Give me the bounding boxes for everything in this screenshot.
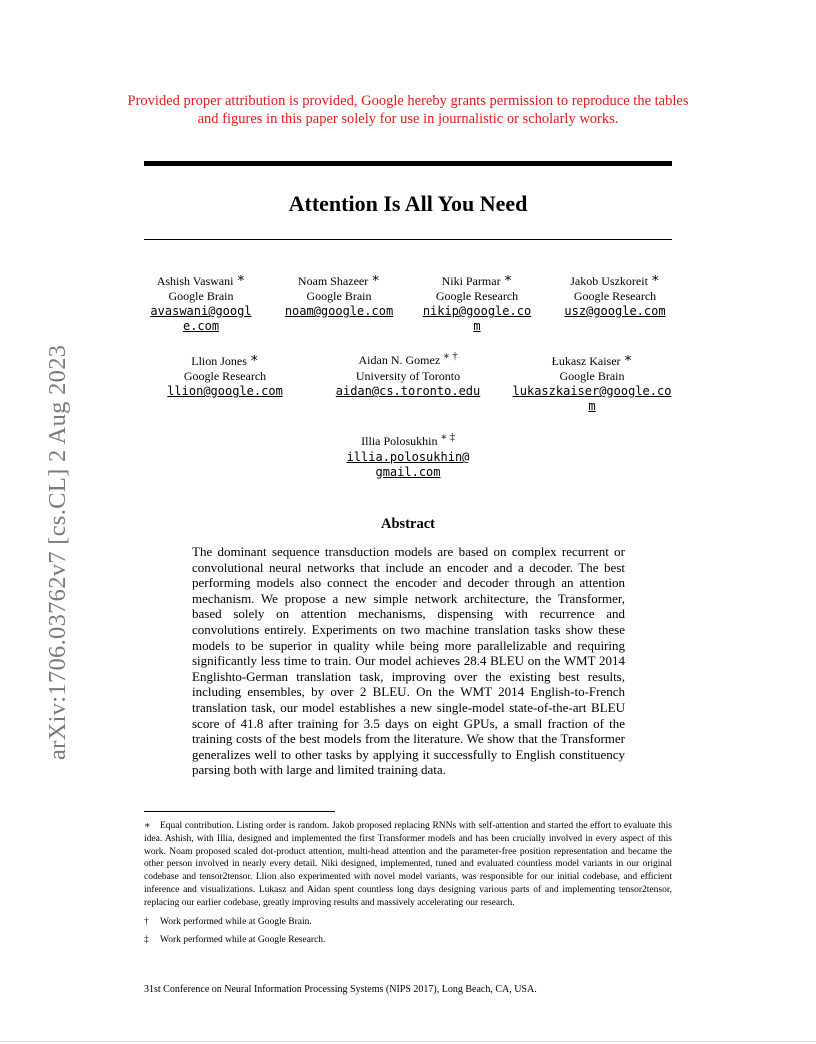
author-email-link[interactable]: illia.polosukhin@gmail.com — [346, 450, 470, 479]
author-block — [278, 270, 400, 319]
page-bottom-edge — [0, 1041, 816, 1042]
arxiv-side-label: arXiv:1706.03762v7 [cs.CL] 2 Aug 2023 — [44, 344, 71, 760]
author-mark: ∗ — [236, 270, 246, 285]
author-affiliation: Google Brain — [306, 289, 372, 303]
author-email-link[interactable]: aidan@cs.toronto.edu — [335, 384, 481, 398]
author-name: Niki Parmar — [441, 274, 501, 288]
author-name: Aidan N. Gomez — [358, 353, 441, 367]
author-name: Jakob Uszkoreit — [570, 274, 648, 288]
paper-title: Attention Is All You Need — [288, 191, 528, 216]
author-block — [144, 270, 258, 333]
author-name: Noam Shazeer — [297, 274, 369, 288]
footnote-text: Work performed while at Google Brain. — [160, 916, 312, 927]
abstract-text: The dominant sequence transduction models are based on complex recurrent or convolutional neural networks that include an encoder and a decoder. The best performing models also connect the encoder and decoder through an attention mechanism. We propose a new simple network architecture, the Transformer, based solely on attention mechanisms, dispensing with recurrence and convolutions entirely. Experiments on two machine translation tasks show these models to be superior in quality while being more parallelizable and requiring significantly less time to train. Our model achieves 28.4 BLEU on the WMT 2014 Englishto-German translation task, improving over the existing best results, including ensembles, by over 2 BLEU. On the WMT 2014 English-to-French translation task, our model establishes a new single-model state-of-the-art BLEU score of 41.8 after training for 3.5 days on eight GPUs, a small fraction of the training costs of the best models from the literature. We show that the Transformer generalizes well to other tasks by applying it successfully to English constituency parsing both with large and limited training data. — [192, 544, 625, 778]
author-name: Illia Polosukhin — [361, 434, 438, 448]
author-block — [556, 270, 674, 319]
author-mark: ∗ — [623, 350, 633, 365]
author-mark: ∗ — [249, 350, 259, 365]
author-affiliation: University of Toronto — [355, 369, 461, 383]
author-name: Ashish Vaswani — [156, 274, 234, 288]
footnote-text: Work performed while at Google Research. — [160, 935, 326, 946]
author-affiliation: Google Research — [435, 289, 519, 303]
footnote-mark: ∗ — [144, 821, 151, 831]
author-affiliation: Google Brain — [168, 289, 234, 303]
author-block — [508, 350, 676, 413]
conference-note: 31st Conference on Neural Information Processing Systems (NIPS 2017), Long Beach, CA, USA. — [144, 984, 537, 995]
author-email-link[interactable]: avaswani@google.com — [150, 304, 252, 333]
author-block — [418, 270, 536, 333]
footnote-mark: † — [144, 916, 149, 927]
author-affiliation: Google Research — [183, 369, 267, 383]
footnote-rule — [144, 811, 335, 812]
author-mark: ∗ — [371, 270, 381, 285]
author-block — [328, 353, 488, 399]
author-affiliation: Google Brain — [559, 369, 625, 383]
title-top-rule — [144, 161, 672, 166]
author-email-link[interactable]: lukaszkaiser@google.com — [512, 384, 672, 413]
abstract-heading: Abstract — [381, 516, 435, 532]
footnote-text: Equal contribution. Listing order is random. Jakob proposed replacing RNNs with self-attention and started the effort to evaluate this idea. Ashish, with Illia, designed and implemented the first Transformer models and has been crucially involved in every aspect of this work. Noam proposed scaled dot-product attention, multi-head attention and the parameter-free position representation and became the other person involved in nearly every detail. Niki designed, implemented, tuned and evaluated countless model variants in our original codebase and tensor2tensor. Llion also experimented with novel model variants, was responsible for our initial codebase, and efficient inference and visualizations. Lukasz and Aidan spent countless long days designing various parts of and implementing tensor2tensor, replacing our earlier codebase, greatly improving results and massively accelerating our research. — [144, 821, 672, 908]
title-bottom-rule — [144, 239, 672, 240]
author-name: Llion Jones — [191, 354, 247, 368]
author-block — [338, 434, 478, 479]
author-mark: ∗ ‡ — [440, 432, 455, 443]
author-block — [160, 350, 290, 399]
author-email-link[interactable]: usz@google.com — [564, 304, 666, 318]
footnotes — [144, 820, 672, 953]
footnote — [144, 820, 672, 910]
attribution-notice: Provided proper attribution is provided, Google hereby grants permission to reproduce the tables and figures in this paper solely for use in journalistic or scholarly works. — [127, 93, 689, 127]
author-mark: ∗ — [650, 270, 660, 285]
author-email-link[interactable]: nikip@google.com — [422, 304, 532, 333]
author-mark: ∗ † — [443, 351, 458, 362]
author-affiliation: Google Research — [573, 289, 657, 303]
footnote — [144, 934, 672, 947]
author-name: Łukasz Kaiser — [551, 354, 621, 368]
author-email-link[interactable]: noam@google.com — [284, 304, 394, 318]
footnote-mark: ‡ — [144, 935, 149, 946]
author-email-link[interactable]: llion@google.com — [167, 384, 283, 398]
author-mark: ∗ — [503, 270, 513, 285]
footnote — [144, 916, 672, 929]
